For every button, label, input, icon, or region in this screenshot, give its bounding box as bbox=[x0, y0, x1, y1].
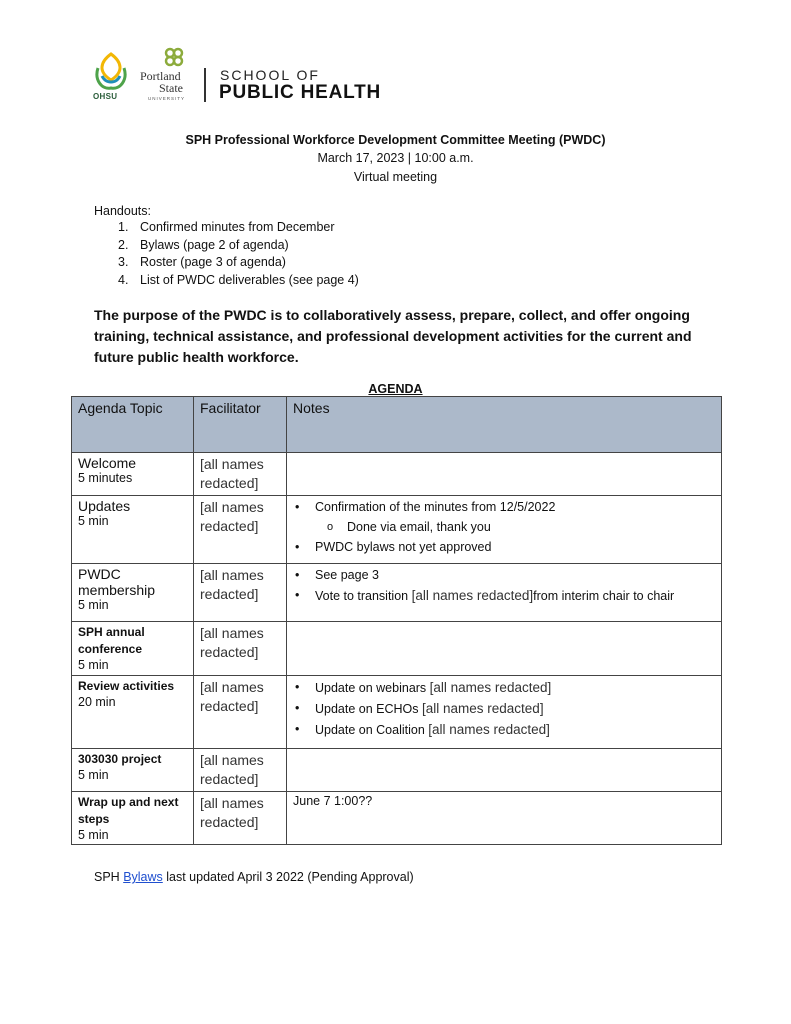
meeting-date: March 17, 2023 | 10:00 a.m. bbox=[317, 151, 474, 165]
handouts-label: Handouts: bbox=[94, 204, 151, 218]
footer-suffix: last updated April 3 2022 (Pending Approval) bbox=[162, 870, 414, 884]
psu-logo-text: Portland bbox=[140, 69, 181, 83]
note-item bbox=[315, 699, 715, 719]
note-text: Vote to transition bbox=[315, 589, 412, 603]
facilitator-cell: [all names redacted] bbox=[194, 792, 287, 845]
list-number: 4. bbox=[118, 272, 129, 287]
agenda-title: AGENDA bbox=[368, 382, 423, 396]
handouts-list bbox=[118, 219, 359, 289]
redacted-names: [all names redacted] bbox=[429, 680, 552, 695]
notes-cell bbox=[287, 792, 722, 845]
table-row bbox=[72, 622, 722, 676]
notes-cell bbox=[287, 453, 722, 496]
school-logo-text: SCHOOL OF bbox=[220, 67, 320, 83]
redacted-names: [all names redacted] bbox=[428, 722, 550, 737]
list-text: Roster (page 3 of agenda) bbox=[140, 255, 286, 269]
topic-cell bbox=[72, 792, 194, 845]
topic-duration: 5 min bbox=[78, 514, 109, 528]
topic-name: 303030 project bbox=[78, 752, 162, 766]
meeting-title: SPH Professional Workforce Development Committee Meeting (PWDC) bbox=[185, 133, 606, 147]
topic-name: Welcome bbox=[78, 455, 137, 471]
footer-note bbox=[94, 870, 414, 884]
list-text: Confirmed minutes from December bbox=[140, 220, 335, 234]
topic-cell bbox=[72, 564, 194, 622]
table-row bbox=[72, 496, 722, 564]
list-item bbox=[118, 219, 359, 237]
note-text: Update on Coalition bbox=[315, 723, 429, 737]
bylaws-link[interactable]: Bylaws bbox=[123, 870, 163, 884]
note-item: • Confirmation of the minutes from 12/5/2022 bbox=[315, 498, 715, 517]
topic-name: SPH annual conference bbox=[78, 625, 145, 656]
notes-cell bbox=[287, 749, 722, 792]
purpose-statement: The purpose of the PWDC is to collaboratively assess, prepare, collect, and offer ongoing training, technical assistance, and professional development activities for the current and future public health workforce. bbox=[94, 307, 692, 365]
table-row bbox=[72, 453, 722, 496]
topic-cell bbox=[72, 496, 194, 564]
topic-name: Wrap up and next steps bbox=[78, 795, 179, 826]
redacted-names: [all names redacted] bbox=[422, 701, 544, 716]
facilitator-cell: [all names redacted] bbox=[194, 622, 287, 676]
note-item bbox=[315, 720, 715, 740]
topic-duration: 5 min bbox=[78, 598, 109, 612]
column-header: Notes bbox=[287, 397, 722, 453]
list-text: Bylaws (page 2 of agenda) bbox=[140, 237, 289, 252]
note-text: from interim chair to chair bbox=[533, 589, 675, 603]
topic-duration: 5 min bbox=[78, 828, 109, 842]
note-item: • PWDC bylaws not yet approved bbox=[315, 538, 715, 557]
list-item bbox=[118, 237, 359, 255]
table-row bbox=[72, 564, 722, 622]
notes-cell bbox=[287, 676, 722, 749]
topic-name: Updates bbox=[78, 498, 131, 514]
facilitator-cell: [all names redacted] bbox=[194, 749, 287, 792]
notes-cell bbox=[287, 496, 722, 564]
topic-duration: 5 min bbox=[78, 658, 109, 672]
meeting-venue: Virtual meeting bbox=[353, 170, 438, 184]
facilitator-cell: [all names redacted] bbox=[194, 453, 287, 496]
notes-cell bbox=[287, 622, 722, 676]
list-text: List of PWDC deliverables (see page 4) bbox=[140, 272, 359, 287]
agenda-table bbox=[71, 396, 722, 845]
ohsu-logo-text: OHSU bbox=[93, 92, 118, 101]
column-header: Facilitator bbox=[194, 397, 287, 453]
topic-duration: 5 minutes bbox=[78, 471, 133, 485]
list-number: 3. bbox=[118, 255, 129, 269]
table-row bbox=[72, 749, 722, 792]
column-header: Agenda Topic bbox=[72, 397, 194, 453]
list-number: 2. bbox=[118, 237, 129, 252]
psu-logo-icon bbox=[162, 45, 186, 69]
redacted-names: [all names redacted] bbox=[411, 588, 534, 603]
notes-cell bbox=[287, 564, 722, 622]
table-row bbox=[72, 676, 722, 749]
note-text: Update on ECHOs bbox=[315, 702, 422, 716]
psu-logo-text: State bbox=[159, 81, 183, 95]
note-item bbox=[315, 586, 715, 606]
topic-name: PWDC membership bbox=[78, 566, 156, 598]
topic-cell bbox=[72, 453, 194, 496]
list-item bbox=[118, 272, 359, 290]
table-header-row bbox=[72, 397, 722, 453]
list-number: 1. bbox=[118, 220, 129, 234]
note-item bbox=[315, 678, 715, 698]
psu-logo-text: UNIVERSITY bbox=[148, 96, 186, 101]
facilitator-cell: [all names redacted] bbox=[194, 496, 287, 564]
footer-prefix: SPH bbox=[94, 870, 124, 884]
topic-cell bbox=[72, 622, 194, 676]
topic-cell bbox=[72, 676, 194, 749]
topic-duration: 20 min bbox=[78, 695, 116, 709]
topic-name: Review activities bbox=[78, 679, 175, 693]
facilitator-cell: [all names redacted] bbox=[194, 564, 287, 622]
logo-divider bbox=[204, 68, 206, 102]
note-text: Update on webinars bbox=[315, 681, 430, 695]
facilitator-cell: [all names redacted] bbox=[194, 676, 287, 749]
topic-cell bbox=[72, 749, 194, 792]
school-logo-text: PUBLIC HEALTH bbox=[219, 82, 382, 103]
topic-duration: 5 min bbox=[78, 768, 109, 782]
table-row bbox=[72, 792, 722, 845]
note-item: • See page 3 bbox=[315, 566, 715, 585]
note-subitem: o Done via email, thank you bbox=[315, 518, 715, 537]
list-item bbox=[118, 254, 359, 272]
note-text: June 7 1:00?? bbox=[293, 794, 373, 808]
